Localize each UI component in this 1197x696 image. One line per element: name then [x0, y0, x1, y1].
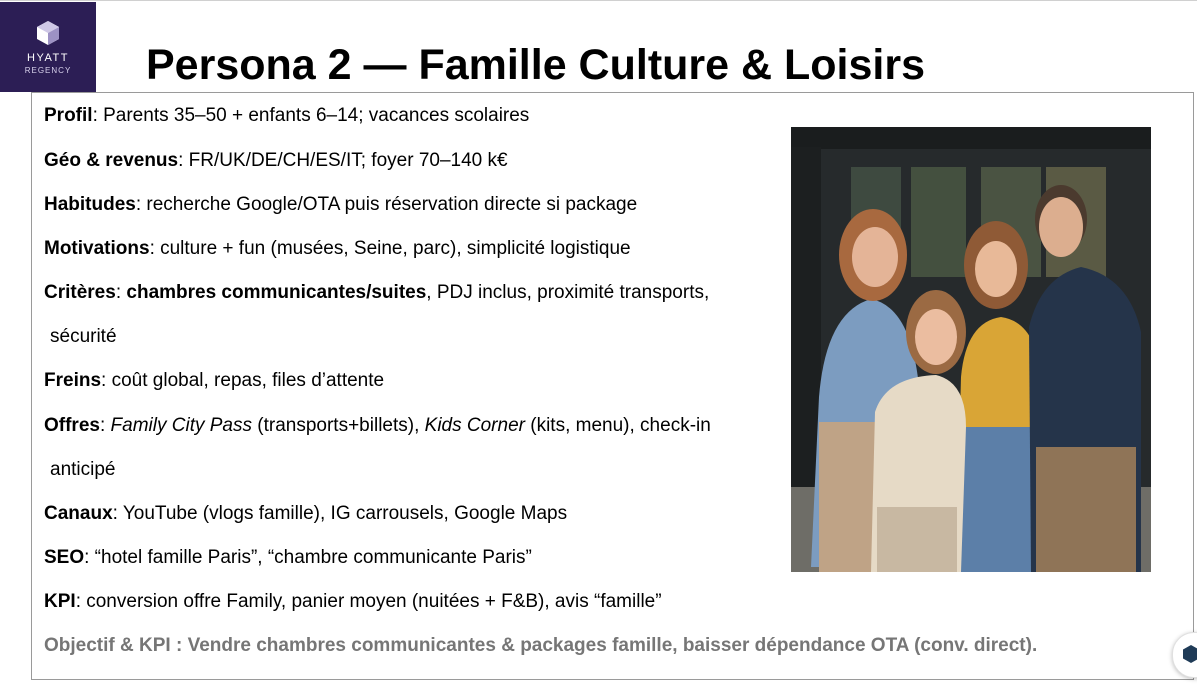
row-label: Profil	[44, 105, 93, 126]
row-label: SEO	[44, 547, 85, 568]
row-criteres	[44, 282, 709, 304]
hyatt-logo-icon	[36, 20, 60, 46]
row-label: Critères	[44, 282, 116, 303]
row-text: : “hotel famille Paris”, “chambre communicante Paris”	[84, 547, 532, 568]
row-label: Habitudes	[44, 194, 136, 215]
row-label: Motivations	[44, 238, 150, 259]
row-text: : culture + fun (musées, Seine, parc), simplicité logistique	[149, 238, 631, 259]
row-label: Géo & revenus	[44, 150, 179, 171]
row-text: : Parents 35–50 + enfants 6–14; vacances scolaires	[92, 105, 530, 126]
top-divider	[0, 0, 1197, 1]
row-label: Offres	[44, 415, 100, 436]
row-text: : conversion offre Family, panier moyen (nuitées + F&B), avis “famille”	[75, 591, 662, 612]
row-text: (kits, menu), check-in	[524, 415, 711, 436]
row-offres-wrap: anticipé	[50, 459, 116, 480]
row-text: , PDJ inclus, proximité transports,	[426, 282, 710, 303]
row-criteres-wrap: sécurité	[50, 326, 117, 347]
row-italic: Kids Corner	[424, 415, 525, 436]
row-profil	[44, 105, 529, 127]
family-photo	[791, 127, 1151, 572]
row-text: :	[115, 282, 127, 303]
row-canaux	[44, 503, 567, 525]
row-geo	[44, 150, 508, 172]
row-text: : FR/UK/DE/CH/ES/IT; foyer 70–140 k€	[178, 150, 508, 171]
logo-brand: HYATT	[27, 52, 69, 64]
logo-sub: REGENCY	[24, 66, 72, 75]
row-text: (transports+billets),	[252, 415, 425, 436]
row-text: : recherche Google/OTA puis réservation directe si package	[135, 194, 638, 215]
row-text: : coût global, repas, files d’attente	[101, 370, 385, 391]
row-italic: Family City Pass	[110, 415, 252, 436]
row-kpi	[44, 591, 662, 613]
row-label: Freins	[44, 370, 102, 391]
slide-title: Persona 2 — Famille Culture & Loisirs	[146, 41, 925, 89]
hyatt-logo	[0, 2, 96, 92]
row-emphasis: chambres communicantes/suites	[126, 282, 427, 303]
row-freins	[44, 370, 384, 392]
objective-line: Objectif & KPI : Vendre chambres communicantes & packages famille, baisser dépendance OTA (conv. direct).	[44, 635, 1038, 656]
row-offres	[44, 415, 711, 437]
row-text: : YouTube (vlogs famille), IG carrousels, Google Maps	[112, 503, 568, 524]
row-label: KPI	[44, 591, 76, 612]
row-habitudes	[44, 194, 637, 216]
row-motivations	[44, 238, 631, 260]
row-label: Canaux	[44, 503, 113, 524]
hexagon-nav-icon	[1183, 645, 1197, 663]
row-seo	[44, 547, 532, 569]
row-text: :	[99, 415, 111, 436]
